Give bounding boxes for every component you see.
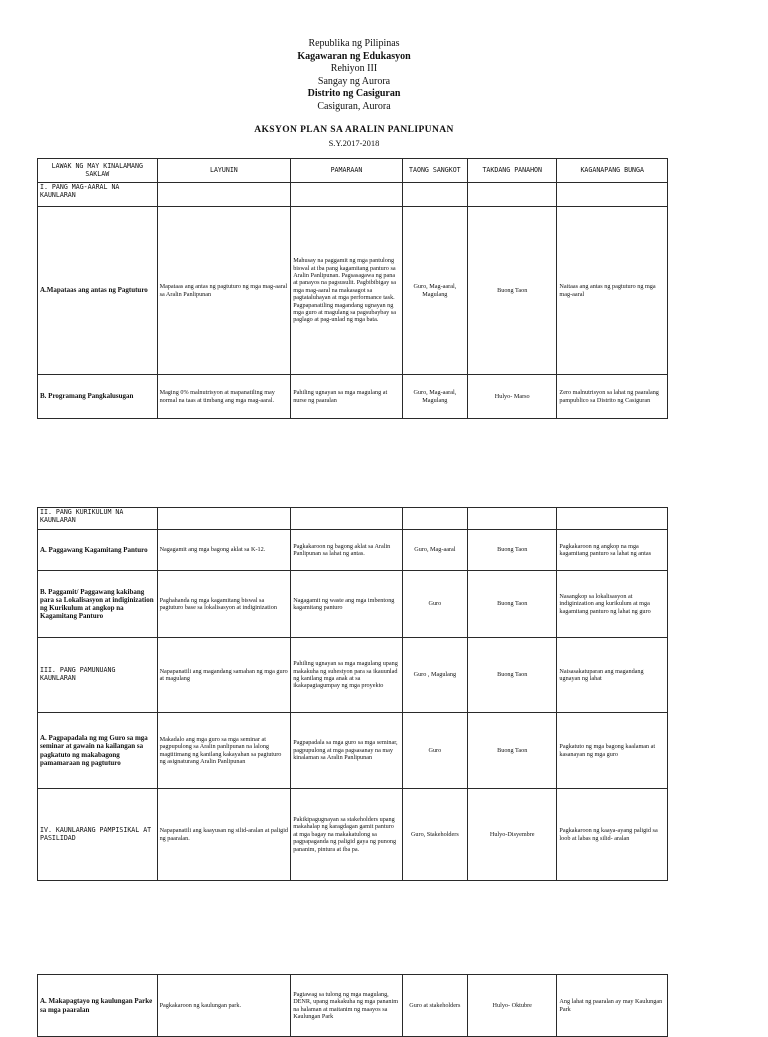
pamaraan-cell: Nagagamit ng waste ang mga imbentong kagamitang panturo [291,571,403,638]
area-cell: IV. KAUNLARANG PAMPISIKAL AT PASILIDAD [38,789,158,881]
bunga-cell: Pagkakaroon ng kaaya-ayang paligid sa loob at labas ng silid- aralan [557,789,668,881]
layunin-cell: Nagagamit ang mga bagong aklat sa K-12. [157,530,291,571]
panahon-cell: Buong Taon [468,571,557,638]
table-row [38,789,668,881]
header-department: Kagawaran ng Edukasyon [297,50,411,62]
school-year: S.Y.2017-2018 [328,138,380,148]
panahon-cell: Buong Taon [468,638,557,713]
taong-cell: Guro [402,713,467,789]
table-row [38,713,668,789]
layunin-cell: Pagkakaroon ng kaulungan park. [157,975,291,1037]
header-location: Casiguran, Aurora [317,100,391,112]
layunin-cell: Paghahanda ng mga kagamitang biswal sa pagtuturo base sa lokalisasyon at indiginization [157,571,291,638]
category-row [38,508,668,530]
table-row [38,571,668,638]
area-cell: A. Paggawang Kagamitang Panturo [38,530,158,571]
panahon-cell: Buong Taon [468,207,557,375]
bunga-cell: Pagkatuto ng mga bagong kaalaman at kasanayan ng mga guro [557,713,668,789]
table-row [38,375,668,419]
panahon-cell: Hulyo- Oktubre [468,975,557,1037]
taong-cell: Guro at stakeholders [402,975,467,1037]
action-plan-table-1 [37,158,668,419]
panahon-cell: Hulyo-Disyembre [468,789,557,881]
layunin-cell: Makadalo ang mga guro sa mga seminar at pagpupulong sa Aralin panlipunan na lalong magtitimang ng kanilang kakayahan sa pagtuturo ng asignaturang Aralin Panlipunan [157,713,291,789]
pamaraan-cell: Pagpapadala sa mga guro sa mga seminar, pagpupulong at mga pagsasanay na may kinalaman sa Aralin Panlipunan [291,713,403,789]
col-header-panahon: TAKDANG PANAHON [468,159,557,183]
table-row [38,530,668,571]
area-cell: B. Programang Pangkalusugan [38,375,158,419]
header-region: Rehiyon III [330,63,378,74]
header-division: Sangay ng Aurora [317,75,391,87]
document-header [0,38,708,113]
panahon-cell: Hulyo- Marso [468,375,557,419]
pamaraan-cell: Pagkakaroon ng bagong aklat sa Aralin Panlipunan sa lahat ng antas. [291,530,403,571]
taong-cell: Guro, Mag-aaral, Magulang [402,207,467,375]
bunga-cell: Ang lahat ng paaralan ay may Kaulungan Park [557,975,668,1037]
col-header-lawak: LAWAK NG MAY KINALAMANG SAKLAW [38,159,158,183]
pamaraan-cell: Pakikipagugnayan sa stakeholders upang makahalap ng karagdagan gamit panturo at mga bagay na makakatulong sa pagpapaganda ng paligid gaya ng punong pananim, pintura at iba pa. [291,789,403,881]
bunga-cell: Naitaas ang antas ng pagtuturo ng mga mag-aaral [557,207,668,375]
table-row [38,975,668,1037]
bunga-cell: Naisasakatuparan ang magandang ugnayan ng lahat [557,638,668,713]
header-district: Distrito ng Casiguran [307,88,401,99]
layunin-cell: Napapanatili ang kaayusan ng silid-aralan at paligid ng paaralan. [157,789,291,881]
area-cell: B. Paggamit/ Paggawang kakibang para sa Lokalisasyon at indiginization ng Kurikulum at angkop na Kagamitang Panturo [38,571,158,638]
table-row [38,207,668,375]
category-row [38,183,668,207]
category-label: I. PANG MAG-AARAL NA KAUNLARAN [38,183,158,207]
table-row [38,638,668,713]
area-cell: A. Makapagtayo ng kaulungan Parke sa mga paaralan [38,975,158,1037]
col-header-layunin: LAYUNIN [157,159,291,183]
action-plan-table-3 [37,974,668,1037]
pamaraan-cell: Pagtawag sa tulong ng mga magulang, DENR, upang makakuha ng mga pananim na halaman at maitanim ng maayos sa Kaulungan Park [291,975,403,1037]
table-header-row [38,159,668,183]
area-cell: III. PANG PAMUNUANG KAUNLARAN [38,638,158,713]
document-title: AKSYON PLAN SA ARALIN PANLIPUNAN [254,125,454,135]
taong-cell: Guro , Magulang [402,638,467,713]
taong-cell: Guro [402,571,467,638]
col-header-taong: TAONG SANGKOT [402,159,467,183]
pamaraan-cell: Pahiling ugnayan sa mga magulang upang makakuha ng suhestyon para sa ikauunlad ng kanilang mga anak at sa ikakapagtagumpay ng mga proyekto [291,638,403,713]
bunga-cell: Zero malnutrisyon sa lahat ng paaralang pampublico sa Distrito ng Casiguran [557,375,668,419]
action-plan-table-2 [37,507,668,881]
pamaraan-cell: Mahusay na paggamit ng mga pantulong biswal at iba pang kagamitang panturo sa Aralin Panlipunan. Pagsasagawa ng pana at panayos na pagsusulit. Pagbibibigay sa mga mag-aaral na makasagot sa pagtataluhayan at mga performance task. Pagpapanatiling magandang ugnayan ng mga guro at magulang sa pagsubaybay sa paglago at pag-unlad ng mga bata. [291,207,403,375]
taong-cell: Guro, Stakeholders [402,789,467,881]
bunga-cell: Nasangkop sa lokalisasyon at indiginization ang kurikulum at mga kagamitang panturo ng lahat ng guro [557,571,668,638]
panahon-cell: Buong Taon [468,713,557,789]
taong-cell: Guro, Mag-aaral [402,530,467,571]
col-header-pamaraan: PAMARAAN [291,159,403,183]
layunin-cell: Mapataas ang antas ng pagtuturo ng mga mag-aaral sa Aralin Panlipunan [157,207,291,375]
area-cell: A.Mapataas ang antas ng Pagtuturo [38,207,158,375]
col-header-bunga: KAGANAPANG BUNGA [557,159,668,183]
bunga-cell: Pagkakaroon ng angkop na mga kagamitang panturo sa lahat ng antas [557,530,668,571]
layunin-cell: Napapanatili ang magandang samahan ng mga guro at magulang [157,638,291,713]
area-cell: A. Pagpapadala ng mg Guro sa mga seminar at gawain na kailangan sa pagkatuto ng makabagong pamamaraan ng pagtuturo [38,713,158,789]
category-label: II. PANG KURIKULUM NA KAUNLARAN [38,508,158,530]
taong-cell: Guro, Mag-aaral, Magulang [402,375,467,419]
layunin-cell: Maging 0% malnutrisyon at mapanatiling may normal na taas at timbang ang mga mag-aaral. [157,375,291,419]
header-republic: Republika ng Pilipinas [308,38,400,49]
panahon-cell: Buong Taon [468,530,557,571]
pamaraan-cell: Pahiling ugnayan sa mga magulang at nurse ng paaralan [291,375,403,419]
